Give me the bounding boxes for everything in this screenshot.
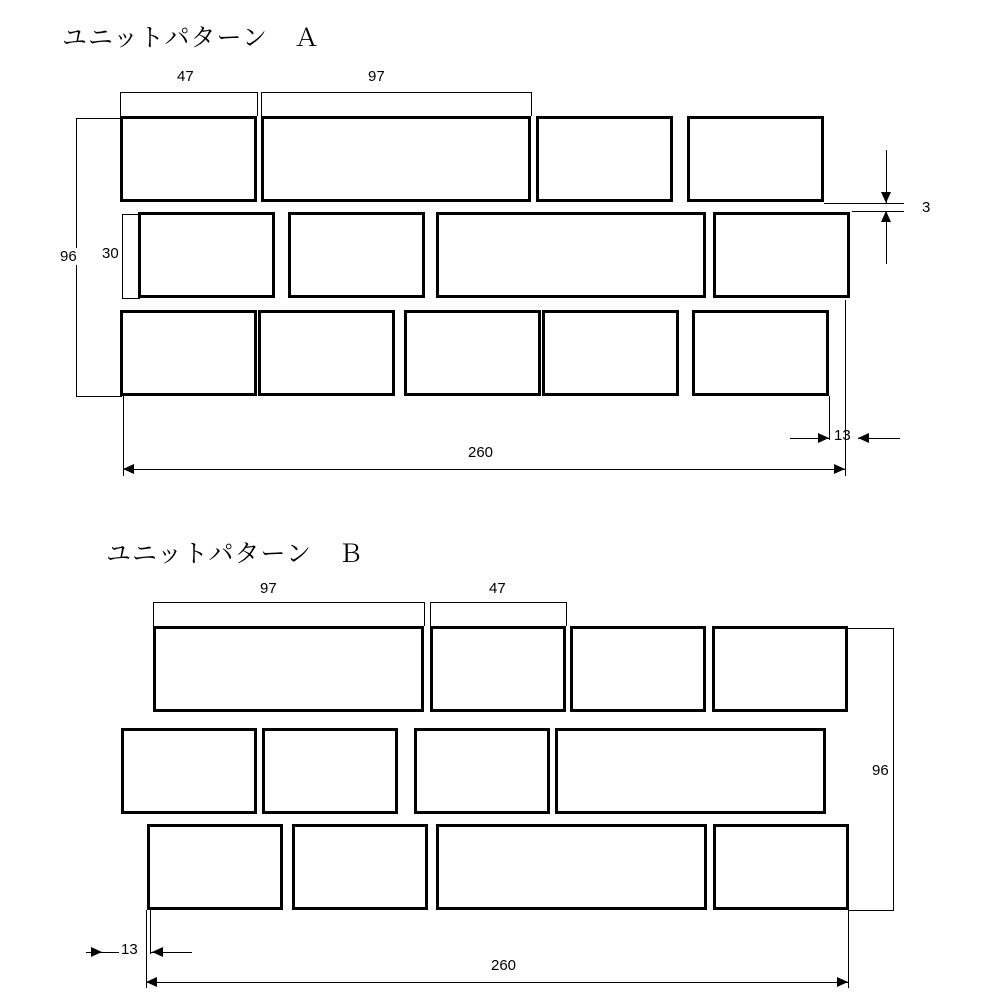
dim-b-96: 96 — [872, 762, 889, 779]
dim-ext-b-96-top — [848, 628, 894, 629]
arrowhead-left — [146, 977, 157, 987]
brick — [121, 728, 257, 814]
arrowhead-right — [818, 433, 829, 443]
brick — [713, 824, 849, 910]
dim-ext-b-96-bottom — [848, 910, 894, 911]
arrowhead-right — [837, 977, 848, 987]
dim-line-a-260 — [123, 469, 845, 470]
dim-ext-a-260-right — [845, 300, 846, 476]
dim-line-b-97 — [153, 602, 424, 603]
dim-a-3: 3 — [922, 199, 931, 216]
dim-ext-a-97-left — [261, 92, 262, 116]
brick — [542, 310, 679, 396]
arrowhead-left — [858, 433, 869, 443]
brick — [436, 212, 706, 298]
dim-a-30: 30 — [102, 245, 119, 262]
dim-line-b-96 — [893, 628, 894, 910]
brick — [712, 626, 848, 712]
brick — [430, 626, 566, 712]
brick — [258, 310, 395, 396]
dim-b-47: 47 — [489, 580, 506, 597]
arrowhead-right — [834, 464, 845, 474]
dim-line-a-97 — [261, 92, 531, 93]
arrowhead-up — [881, 211, 891, 222]
dim-ext-b-47-right — [566, 602, 567, 626]
dim-line-a-30 — [122, 214, 123, 298]
brick — [120, 116, 257, 202]
dim-a-97: 97 — [368, 68, 385, 85]
brick — [153, 626, 424, 712]
dim-ext-b-97-left — [153, 602, 154, 626]
brick — [414, 728, 550, 814]
dim-b-260: 260 — [491, 957, 517, 974]
dim-a-47: 47 — [177, 68, 194, 85]
arrowhead-down — [881, 192, 891, 203]
brick — [138, 212, 275, 298]
dim-ext-a-13 — [829, 396, 830, 440]
dim-ext-a-47-left — [120, 92, 121, 116]
brick — [292, 824, 428, 910]
arrowhead-left — [152, 947, 163, 957]
brick — [120, 310, 257, 396]
dim-ext-b-47-left — [430, 602, 431, 626]
brick — [687, 116, 824, 202]
dim-ext-a-47-right — [257, 92, 258, 116]
arrowhead-left — [123, 464, 134, 474]
dim-ext-a-30-top — [122, 214, 140, 215]
brick — [147, 824, 283, 910]
brick — [570, 626, 706, 712]
dim-ext-b-13 — [150, 910, 151, 954]
dim-a-13: 13 — [834, 427, 851, 444]
brick — [436, 824, 707, 910]
brick — [713, 212, 850, 298]
brick — [261, 116, 531, 202]
pattern-a-title: ユニットパターン Ａ — [62, 23, 321, 52]
dim-b-13: 13 — [121, 941, 138, 958]
brick — [692, 310, 829, 396]
brick — [288, 212, 425, 298]
dim-line-a-47 — [120, 92, 257, 93]
dim-ext-a-30-bottom — [122, 298, 140, 299]
dim-line-b-260 — [146, 982, 848, 983]
dim-ext-a-96-top — [76, 118, 122, 119]
dim-ext-a-3-bottom — [852, 211, 904, 212]
brick — [404, 310, 541, 396]
dim-ext-a-96-bottom — [76, 396, 122, 397]
dim-ext-b-260-right — [848, 910, 849, 988]
arrowhead-right — [91, 947, 102, 957]
brick — [262, 728, 398, 814]
brick — [555, 728, 826, 814]
dim-a-260: 260 — [468, 444, 494, 461]
dim-a-96: 96 — [60, 248, 77, 265]
pattern-b-title: ユニットパターン Ｂ — [106, 539, 365, 568]
dim-b-97: 97 — [260, 580, 277, 597]
brick — [536, 116, 673, 202]
dim-ext-a-97-right — [531, 92, 532, 116]
dim-line-b-47 — [430, 602, 566, 603]
dim-ext-a-3-top — [824, 203, 904, 204]
dim-ext-b-97-right — [424, 602, 425, 626]
